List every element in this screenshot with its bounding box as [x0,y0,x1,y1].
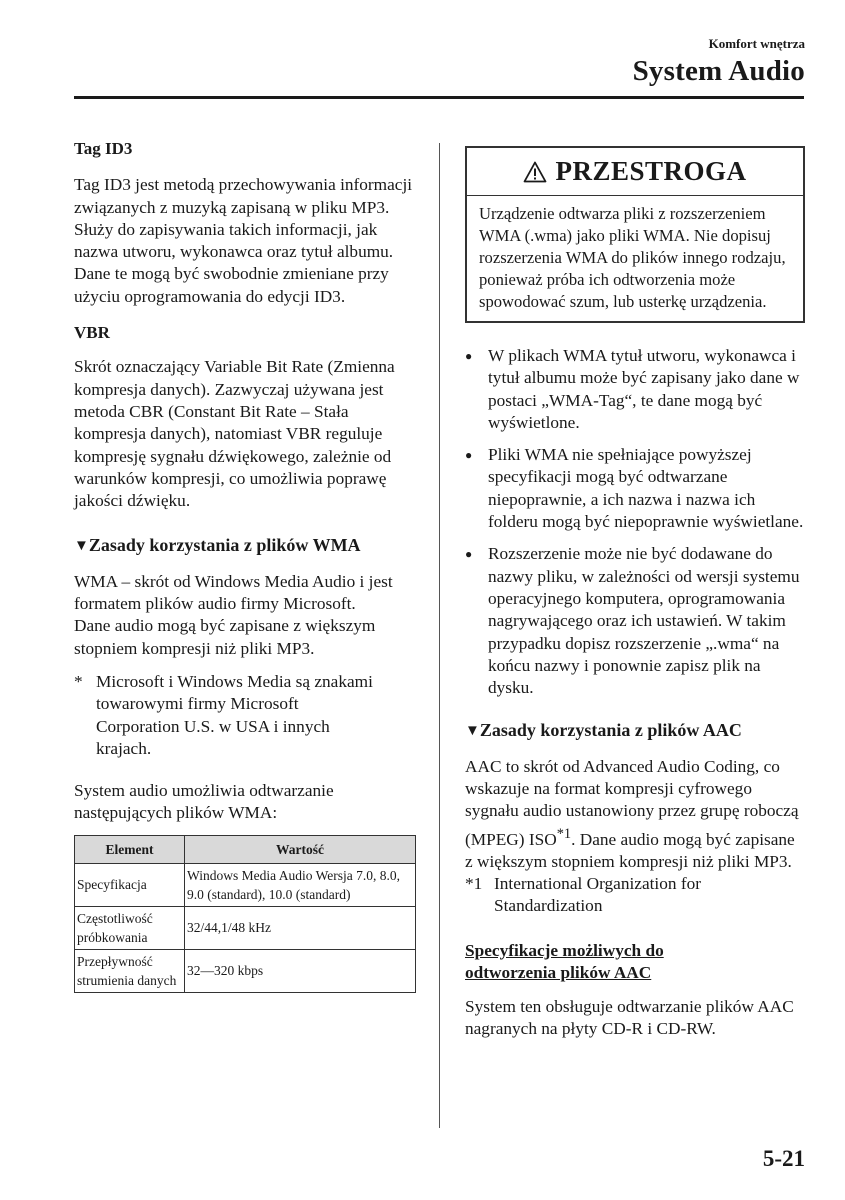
aac-spec-heading: Specyfikacje możliwych do odtworzenia plików AAC [465,940,664,982]
wma-support-text: System audio umożliwia odtwarzanie następujących plików WMA: [74,781,334,823]
aac-text [465,756,805,873]
table-cell: Częstotliwość próbkowania [75,906,185,949]
warning-header [467,148,803,196]
wma-intro-2: Dane audio mogą być zapisane z większym stopniem kompresji niż pliki MP3. [74,616,376,658]
warning-box [465,146,805,323]
table-header-row [75,835,416,863]
table-row [75,906,416,949]
id3-heading: Tag ID3 [74,139,133,158]
bullet-icon: ● [465,448,473,463]
warning-title: PRZESTROGA [555,156,747,187]
wma-intro-1: WMA – skrót od Windows Media Audio i jest formatem plików audio firmy Microsoft. [74,571,393,614]
wma-heading [74,534,419,558]
table-row [75,949,416,992]
right-column [465,146,805,1041]
trademark-footnote [74,671,419,760]
aac-text-part: . Dane audio mogą być zapisane z większym stopniem kompresji niż pliki MP3. [465,829,795,871]
footnote-text: Microsoft i Windows Media są znakami towarowymi firmy Microsoft Corporation U.S. w USA i innych krajach. [96,671,373,758]
bullet-icon: ● [465,547,473,562]
footnote-mark: * [74,671,83,691]
footnote-text: International Organization for Standardization [494,874,701,916]
vbr-text: Skrót oznaczający Variable Bit Rate (Zmienna kompresja danych). Zazwyczaj używana jest metoda CBR (Constant Bit Rate – Stała kompresja danych), natomiast VBR reguluje kompresję sygnału dźwiękowego, zależnie od warunków kompresji, co umożliwia poprawę jakości dźwięku. [74,357,395,511]
column-divider [439,143,440,1128]
wma-spec-table [74,835,416,993]
left-column [74,138,419,993]
list-item-text: W plikach WMA tytuł utworu, wykonawca i tytuł albumu może być zapisany jako dane w postaci „WMA-Tag“, te dane mogą być wyświetlone. [488,346,800,432]
triangle-down-icon: ▼ [74,538,89,555]
table-row [75,863,416,906]
aac-footnote-ref: *1 [556,825,572,842]
footnote-mark: *1 [465,874,483,893]
aac-spec-text: System ten obsługuje odtwarzanie plików AAC nagranych na płyty CD-R i CD-RW. [465,997,794,1039]
aac-heading-text: Zasady korzystania z plików AAC [479,720,742,741]
triangle-down-icon: ▼ [465,723,480,740]
table-header-element: Element [75,835,185,863]
table-cell: Przepływność strumienia danych [75,949,185,992]
vbr-heading: VBR [74,323,110,343]
wma-heading-text: Zasady korzystania z plików WMA [88,535,361,556]
warning-triangle-icon [523,161,547,183]
id3-text: Tag ID3 jest metodą przechowywania informacji związanych z muzyką zapisaną w pliku MP3. Służy do zapisywania takich informacji, jak nazwa utworu, wykonawca oraz tytuł albumu. Dane te mogą być swobodnie zmieniane przy użyciu oprogramowania do edycji ID3. [74,175,413,306]
bullet-icon: ● [465,349,473,363]
list-item [465,345,805,434]
aac-footnote [465,873,805,918]
table-header-value: Wartość [185,835,416,863]
wma-notes-list [465,345,805,699]
aac-text-part: AAC to skrót od Advanced Audio Coding, co wskazuje na format kompresji cyfrowego sygnału audio ustanowiony przez grupę roboczą (MPEG) ISO [465,756,799,849]
list-item [465,444,805,533]
table-cell: Specyfikacja [75,863,185,906]
warning-text: Urządzenie odtwarza pliki z rozszerzeniem WMA (.wma) jako pliki WMA. Nie dopisuj rozszerzenia WMA do plików innego rodzaju, ponieważ próba ich odtworzenia może spowodować szum, lub usterkę urządzenia. [479,204,786,311]
table-cell: 32—320 kbps [185,949,416,992]
aac-heading [465,719,805,743]
table-cell: Windows Media Audio Wersja 7.0, 8.0, 9.0 (standard), 10.0 (standard) [185,863,416,906]
list-item [465,543,805,699]
list-item-text: Pliki WMA nie spełniające powyższej specyfikacji mogą być odtwarzane niepoprawnie, a ich nazwa i nazwa ich folderu mogą być niepoprawnie wyświetlane. [488,445,804,532]
header-rule [74,96,804,99]
page-number: 5-21 [762,1146,805,1171]
page-title: System Audio [632,55,805,87]
section-label: Komfort wnętrza [708,36,805,51]
list-item-text: Rozszerzenie może nie być dodawane do nazwy pliku, w zależności od wersji systemu operacyjnego komputera, oprogramowania nagrywającego oraz ich ustawień. W takim przypadku dopisz rozszerzenie „.wma“ na końcu nazwy i ponownie zapisz plik na dysku. [488,544,800,698]
table-cell: 32/44,1/48 kHz [185,906,416,949]
